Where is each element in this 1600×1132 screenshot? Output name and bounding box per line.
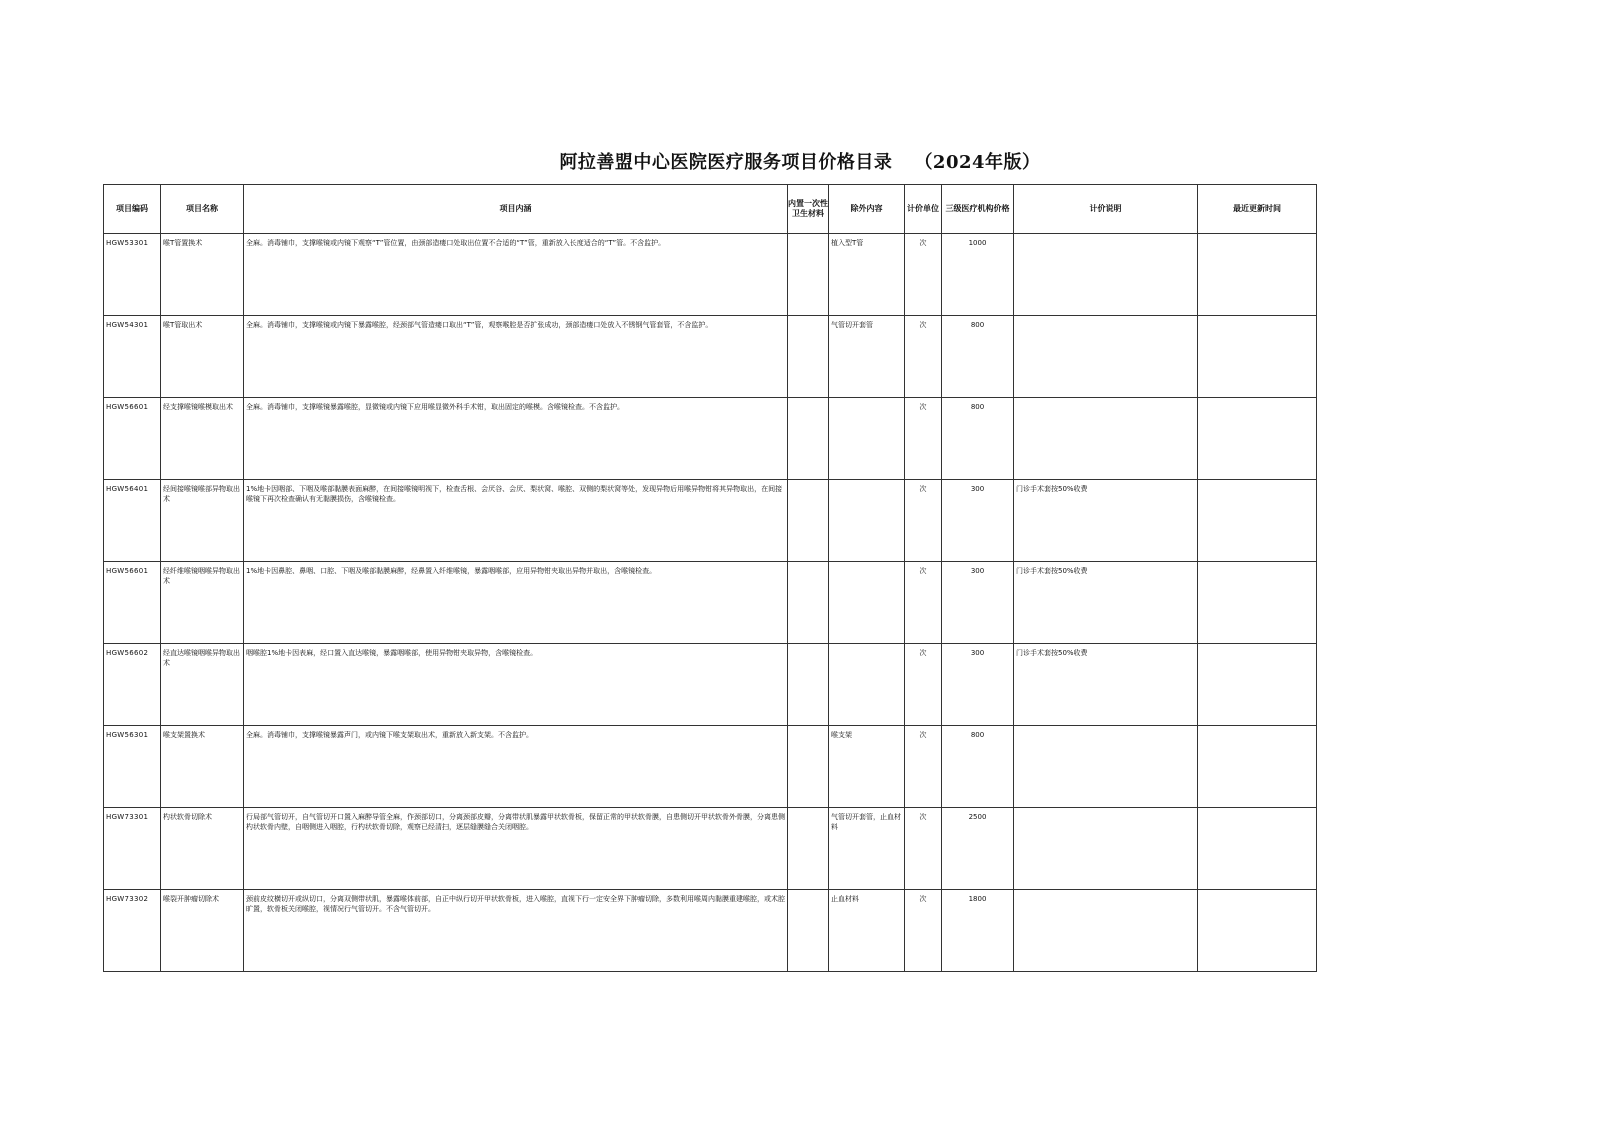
cell-consumables: [788, 644, 829, 726]
cell-unit: 次: [905, 234, 942, 316]
cell-unit: 次: [905, 644, 942, 726]
cell-note: [1014, 890, 1198, 972]
cell-price: 800: [942, 398, 1014, 480]
table-row: [104, 726, 1317, 808]
table-row: [104, 808, 1317, 890]
cell-unit: 次: [905, 890, 942, 972]
cell-exclude: [829, 644, 905, 726]
cell-code: HGW53301: [104, 234, 161, 316]
cell-name: 杓状软骨切除术: [161, 808, 244, 890]
cell-code: HGW56602: [104, 644, 161, 726]
table-row: [104, 562, 1317, 644]
cell-content: 颈前皮纹横切开或纵切口，分离双侧带状肌，暴露喉体前部，自正中纵行切开甲状软骨板，进入喉腔，直视下行一定安全界下肿瘤切除，多数利用喉周内黏膜重建喉腔，或术腔旷置，软骨板关闭喉腔，视情况行气管切开。不含气管切开。: [244, 890, 788, 972]
cell-unit: 次: [905, 398, 942, 480]
cell-note: [1014, 234, 1198, 316]
cell-consumables: [788, 726, 829, 808]
table-row: [104, 890, 1317, 972]
table-row: [104, 234, 1317, 316]
cell-note: [1014, 398, 1198, 480]
cell-consumables: [788, 562, 829, 644]
cell-updated: [1198, 480, 1317, 562]
header-code: 项目编码: [104, 185, 161, 234]
cell-name: 经纤维喉镜咽喉异物取出术: [161, 562, 244, 644]
cell-exclude: 植入型T管: [829, 234, 905, 316]
cell-price: 800: [942, 726, 1014, 808]
header-content: 项目内涵: [244, 185, 788, 234]
cell-note: 门诊手术套按50%收费: [1014, 480, 1198, 562]
cell-price: 800: [942, 316, 1014, 398]
cell-updated: [1198, 808, 1317, 890]
title-main: 阿拉善盟中心医院医疗服务项目价格目录: [559, 152, 893, 173]
cell-updated: [1198, 890, 1317, 972]
table-row: [104, 316, 1317, 398]
cell-updated: [1198, 644, 1317, 726]
cell-unit: 次: [905, 316, 942, 398]
cell-exclude: [829, 562, 905, 644]
cell-consumables: [788, 398, 829, 480]
cell-consumables: [788, 480, 829, 562]
cell-code: HGW56601: [104, 398, 161, 480]
cell-content: 行局部气管切开，自气管切开口置入麻醉导管全麻，作颈部切口，分离颈部皮瓣，分离带状肌暴露甲状软骨板，保留正常的甲状软骨膜，自患侧切开甲状软骨外骨膜，分离患侧杓状软骨内壁，自咽侧进入咽腔，行杓状软骨切除，观察已经清扫，逐层缝膜缝合关闭咽腔。: [244, 808, 788, 890]
cell-unit: 次: [905, 480, 942, 562]
cell-updated: [1198, 234, 1317, 316]
header-unit: 计价单位: [905, 185, 942, 234]
cell-code: HGW56401: [104, 480, 161, 562]
cell-name: 喉T管取出术: [161, 316, 244, 398]
cell-name: 喉T管置换术: [161, 234, 244, 316]
cell-note: 门诊手术套按50%收费: [1014, 562, 1198, 644]
cell-note: [1014, 726, 1198, 808]
header-name: 项目名称: [161, 185, 244, 234]
table-header-row: [104, 185, 1317, 234]
cell-consumables: [788, 808, 829, 890]
cell-consumables: [788, 890, 829, 972]
cell-price: 300: [942, 562, 1014, 644]
header-exclude: 除外内容: [829, 185, 905, 234]
cell-content: 全麻。消毒铺巾，支撑喉镜或内镜下观察“T”管位置，由颈部造瘘口处取出位置不合适的“T”管，重新放入长度适合的“T”管。不含监护。: [244, 234, 788, 316]
cell-updated: [1198, 726, 1317, 808]
cell-note: [1014, 316, 1198, 398]
cell-code: HGW73301: [104, 808, 161, 890]
cell-exclude: 喉支架: [829, 726, 905, 808]
header-price: 三级医疗机构价格: [942, 185, 1014, 234]
cell-price: 300: [942, 644, 1014, 726]
cell-price: 300: [942, 480, 1014, 562]
cell-exclude: 气管切开套管，止血材料: [829, 808, 905, 890]
cell-updated: [1198, 562, 1317, 644]
table-row: [104, 644, 1317, 726]
cell-price: 1800: [942, 890, 1014, 972]
cell-price: 1000: [942, 234, 1014, 316]
title-year: （2024年版）: [914, 152, 1041, 173]
cell-updated: [1198, 316, 1317, 398]
cell-content: 1%地卡因鼻腔、鼻咽、口腔、下咽及喉部黏膜麻醉，经鼻置入纤维喉镜，暴露咽喉部，应用异物钳夹取出异物并取出，含喉镜检查。: [244, 562, 788, 644]
cell-note: [1014, 808, 1198, 890]
cell-price: 2500: [942, 808, 1014, 890]
cell-consumables: [788, 316, 829, 398]
cell-content: 全麻。消毒铺巾，支撑喉镜暴露声门，或内镜下喉支架取出术，重新放入新支架。不含监护。: [244, 726, 788, 808]
cell-unit: 次: [905, 562, 942, 644]
cell-exclude: 气管切开套管: [829, 316, 905, 398]
cell-code: HGW56301: [104, 726, 161, 808]
table-row: [104, 480, 1317, 562]
cell-name: 经间接喉镜喉部异物取出术: [161, 480, 244, 562]
cell-content: 咽喉腔1%地卡因表麻，经口置入直达喉镜，暴露咽喉部，使用异物钳夹取异物，含喉镜检查。: [244, 644, 788, 726]
cell-note: 门诊手术套按50%收费: [1014, 644, 1198, 726]
cell-name: 经直达喉镜咽喉异物取出术: [161, 644, 244, 726]
cell-name: 经支撑喉镜喉模取出术: [161, 398, 244, 480]
cell-updated: [1198, 398, 1317, 480]
cell-unit: 次: [905, 726, 942, 808]
cell-name: 喉支架置换术: [161, 726, 244, 808]
cell-code: HGW56601: [104, 562, 161, 644]
header-updated: 最近更新时间: [1198, 185, 1317, 234]
cell-exclude: [829, 398, 905, 480]
cell-consumables: [788, 234, 829, 316]
cell-content: 全麻。消毒铺巾，支撑喉镜暴露喉腔，显微镜或内镜下应用喉显微外科手术钳，取出固定的喉模。含喉镜检查。不含监护。: [244, 398, 788, 480]
page-title: [0, 148, 1600, 174]
header-note: 计价说明: [1014, 185, 1198, 234]
cell-code: HGW54301: [104, 316, 161, 398]
cell-name: 喉裂开肿瘤切除术: [161, 890, 244, 972]
cell-exclude: 止血材料: [829, 890, 905, 972]
cell-unit: 次: [905, 808, 942, 890]
cell-content: 全麻。消毒铺巾，支撑喉镜或内镜下暴露喉腔，经颈部气管造瘘口取出“T”管，观察喉腔是否扩张成功，颈部造瘘口处放入不锈钢气管套管，不含监护。: [244, 316, 788, 398]
price-table: [103, 184, 1317, 972]
cell-code: HGW73302: [104, 890, 161, 972]
cell-content: 1%地卡因咽部、下咽及喉部黏膜表面麻醉，在间接喉镜明视下，检查舌根、会厌谷、会厌、梨状窝、喉腔、双侧的梨状窝等处，发现异物后用喉异物钳将其异物取出，在间接喉镜下再次检查确认有无黏膜损伤，含喉镜检查。: [244, 480, 788, 562]
cell-exclude: [829, 480, 905, 562]
header-consumables: 内置一次性卫生材料: [788, 185, 829, 234]
table-row: [104, 398, 1317, 480]
